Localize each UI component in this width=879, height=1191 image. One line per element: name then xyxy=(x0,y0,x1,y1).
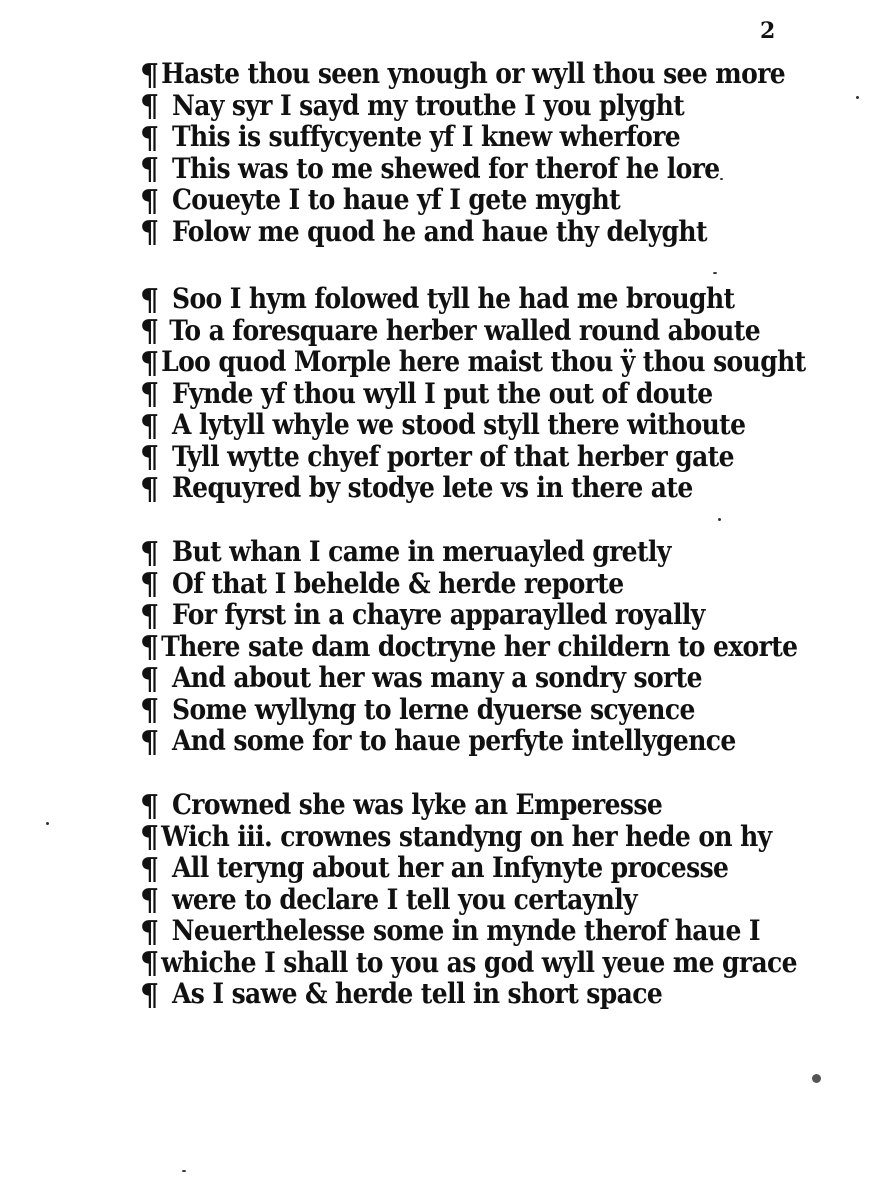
pilcrow-icon: ¶ xyxy=(140,598,160,634)
verse-text: Neuerthelesse some in mynde therof haue I xyxy=(171,914,760,947)
verse-text: To a foresquare herber walled round aboute xyxy=(169,314,760,347)
stanza-1 xyxy=(140,57,786,251)
pilcrow-icon: ¶ xyxy=(140,820,160,856)
pilcrow-icon: ¶ xyxy=(140,282,160,318)
pilcrow-icon: ¶ xyxy=(140,345,160,381)
pilcrow-icon: ¶ xyxy=(140,851,160,887)
verse-line xyxy=(140,598,760,634)
verse-line xyxy=(140,851,760,887)
verse-line xyxy=(140,345,806,381)
verse-text: There sate dam doctryne her childern to exorte xyxy=(161,630,798,663)
pilcrow-icon: ¶ xyxy=(140,377,160,413)
verse-text: Crowned she was lyke an Emperesse xyxy=(172,788,663,821)
verse-text: Wich iii. crownes standyng on her hede on hy xyxy=(161,820,772,853)
verse-text: All teryng about her an Infynyte processe xyxy=(172,851,729,884)
verse-line xyxy=(140,152,760,188)
verse-line xyxy=(140,788,760,824)
pilcrow-icon: ¶ xyxy=(140,630,160,666)
verse-text: This is suffycyente yf I knew wherfore xyxy=(172,120,681,153)
verse-text: A lytyll whyle we stood styll there withoute xyxy=(172,408,746,441)
verse-line xyxy=(140,57,786,93)
pilcrow-icon: ¶ xyxy=(140,152,160,188)
pilcrow-icon: ¶ xyxy=(140,535,160,571)
verse-text: Some wyllyng to lerne dyuerse scyence xyxy=(172,693,695,726)
verse-line xyxy=(140,630,798,666)
verse-line xyxy=(140,535,760,571)
verse-line xyxy=(140,377,760,413)
ink-speck xyxy=(718,518,721,521)
verse-line xyxy=(140,883,760,919)
verse-line xyxy=(140,661,760,697)
verse-text: Soo I hym folowed tyll he had me brought xyxy=(172,282,735,315)
pilcrow-icon: ¶ xyxy=(140,946,160,982)
pilcrow-icon: ¶ xyxy=(140,215,160,251)
ink-speck xyxy=(182,1170,186,1172)
verse-line xyxy=(140,314,760,350)
pilcrow-icon: ¶ xyxy=(140,724,160,760)
pilcrow-icon: ¶ xyxy=(140,120,160,156)
pilcrow-icon: ¶ xyxy=(140,57,160,93)
verse-text: Of that I behelde & herde reporte xyxy=(172,567,624,600)
verse-text: Nay syr I sayd my trouthe I you plyght xyxy=(172,89,685,122)
pilcrow-icon: ¶ xyxy=(140,977,160,1013)
stanza-2 xyxy=(140,282,806,507)
pilcrow-icon: ¶ xyxy=(140,471,160,507)
verse-line xyxy=(140,977,760,1013)
verse-text: This was to me shewed for therof he lore xyxy=(172,152,720,185)
verse-text: Folow me quod he and haue thy delyght xyxy=(172,215,707,248)
stanza-4 xyxy=(140,788,797,1013)
verse-text: whiche I shall to you as god wyll yeue me grace xyxy=(161,946,797,979)
pilcrow-icon: ¶ xyxy=(140,693,160,729)
verse-text: And some for to haue perfyte intellygence xyxy=(172,724,736,757)
pilcrow-icon: ¶ xyxy=(140,661,160,697)
verse-text: Requyred by stodye lete vs in there ate xyxy=(172,471,693,504)
ink-speck xyxy=(720,178,723,180)
verse-text: Haste thou seen ynough or wyll thou see more xyxy=(161,57,786,90)
verse-text: Coueyte I to haue yf I gete myght xyxy=(172,183,621,216)
verse-line xyxy=(140,120,760,156)
verse-line xyxy=(140,89,760,125)
verse-line xyxy=(140,693,760,729)
stanza-3 xyxy=(140,535,798,760)
pilcrow-icon: ¶ xyxy=(140,89,160,125)
verse-line xyxy=(140,724,760,760)
verse-line xyxy=(140,567,760,603)
verse-line xyxy=(140,215,760,251)
pilcrow-icon: ¶ xyxy=(140,314,160,350)
verse-line xyxy=(140,946,797,982)
verse-text: Loo quod Morple here maist thou ÿ thou sought xyxy=(161,345,806,378)
pilcrow-icon: ¶ xyxy=(140,883,160,919)
ink-speck xyxy=(812,1074,821,1083)
folio-number: 2 xyxy=(760,18,776,44)
verse-text: And about her was many a sondry sorte xyxy=(172,661,702,694)
pilcrow-icon: ¶ xyxy=(140,183,160,219)
ink-speck xyxy=(856,96,859,99)
pilcrow-icon: ¶ xyxy=(140,567,160,603)
verse-text: Tyll wytte chyef porter of that herber gate xyxy=(172,440,734,473)
pilcrow-icon: ¶ xyxy=(140,408,160,444)
ink-speck xyxy=(713,272,717,274)
verse-line xyxy=(140,914,760,950)
pilcrow-icon: ¶ xyxy=(140,914,160,950)
ink-speck xyxy=(46,822,49,825)
verse-text: As I sawe & herde tell in short space xyxy=(172,977,663,1010)
pilcrow-icon: ¶ xyxy=(140,440,160,476)
verse-line xyxy=(140,820,772,856)
verse-line xyxy=(140,471,760,507)
verse-text: Fynde yf thou wyll I put the out of doute xyxy=(172,377,713,410)
verse-text: For fyrst in a chayre apparaylled royally xyxy=(172,598,705,631)
verse-line xyxy=(140,282,760,318)
verse-text: But whan I came in meruayled gretly xyxy=(172,535,671,568)
verse-line xyxy=(140,183,760,219)
verse-line xyxy=(140,408,760,444)
verse-text: were to declare I tell you certaynly xyxy=(172,883,638,916)
verse-line xyxy=(140,440,760,476)
pilcrow-icon: ¶ xyxy=(140,788,160,824)
